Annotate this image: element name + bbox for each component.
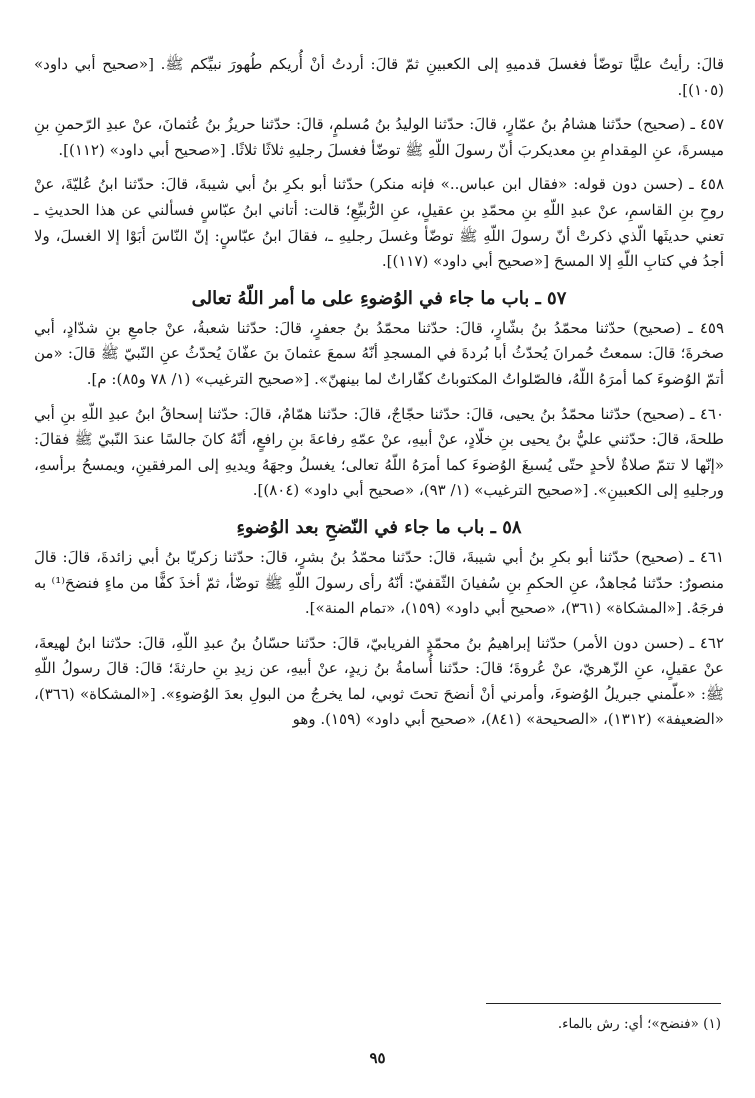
hadith-458: ٤٥٨ ـ (حسن دون قوله: «فقال ابن عباس..» فإنه منكر) حدّثنا أبو بكرِ بنُ أبي شيبةَ، قالَ: حدّثنا ابنُ عُليّةَ، عنْ روحِ بنِ القاسمِ، عنْ عبدِ اللّهِ بنِ محمّدِ بنِ عقيلٍ، عنِ الرُّبيِّعِ؛ قالت: أتاني ابنُ عبّاسٍ فسألني عن هذا الحديثِ ـ تعني حديثَها الّذي ذكرتْ أنّ رسولَ اللّهِ ﷺ توضّأ وغسلَ رجليهِ ـ، فقالَ ابنُ عبّاسٍ: إنّ النّاسَ أبَوْا إلا الغسلَ، ولا أجدُ في كتابِ اللّهِ إلا المسحَ [«صحيح أبي داود» (١١٧)]. bbox=[34, 175, 724, 271]
hadith-457: ٤٥٧ ـ (صحيح) حدّثنا هشامُ بنُ عمّارٍ، قالَ: حدّثنا الوليدُ بنُ مُسلمٍ، قالَ: حدّثنا حريزُ بنُ عُثمانَ، عنْ عبدِ الرّحمنِ بنِ ميسرةَ، عنِ المِقدامِ بنِ معديكربَ أنّ رسولَ اللّهِ ﷺ توضّأ فغسلَ رجليهِ ثلاثًا ثلاثًا. [«صحيح أبي داود» (١١٢)]. bbox=[34, 115, 724, 159]
hadith-460: ٤٦٠ ـ (صحيح) حدّثنا محمّدُ بنُ يحيى، قالَ: حدّثنا حجّاجٌ، قالَ: حدّثنا همّامٌ، قالَ: حدّثنا إسحاقُ ابنُ عبدِ اللّهِ بنِ أبي طلحةَ، قالَ: حدّثني عليُّ بنُ يحيى بنِ خلّادٍ، عنْ أبيهِ، عنْ عمّهِ رفاعةَ بنِ رافعٍ، أنّهُ كانَ جالسًا عندَ النّبيّ ﷺ فقالَ: «إنّها لا تتمّ صلاةٌ لأحدٍ حتّى يُسبغَ الوُضوءَ كما أمرَهُ اللّهُ تعالى؛ يغسلُ وجهَهُ ويديهِ إلى المرفقينِ، ويمسحُ برأسهِ، ورجليهِ إلى الكعبينِ». [«صحيح الترغيب» (١/ ٩٣)، «صحيح أبي داود» (٨٠٤)]. bbox=[34, 404, 724, 500]
chapter-heading-58: ٥٨ ـ باب ما جاء في النّضحِ بعد الوُضوءِ bbox=[236, 516, 522, 538]
hadith-461: ٤٦١ ـ (صحيح) حدّثنا أبو بكرِ بنُ أبي شيبةَ، قالَ: حدّثنا محمّدُ بنُ بشرٍ، قالَ: حدّثنا زكريّا بنُ أبي زائدةَ، قالَ: قالَ منصورٌ: حدّثنا مُجاهدٌ، عنِ الحكمِ بنِ سُفيانَ الثّقفيّ: أنّهُ رأى رسولَ اللّهِ ﷺ توضّأ، ثمّ أخذَ كفًّا من ماءٍ فنضحَ⁽¹⁾ به فرجَهُ. [«المشكاة» (٣٦١)، «صحيح أبي داود» (١٥٩)، «تمام المنة»]. bbox=[34, 547, 724, 618]
hadith-459: ٤٥٩ ـ (صحيح) حدّثنا محمّدُ بنُ بشّارٍ، قالَ: حدّثنا محمّدُ بنُ جعفرٍ، قالَ: حدّثنا شعبةُ، عنْ جامعِ بنِ شدّادٍ، أبي صخرةَ؛ قالَ: سمعتُ حُمرانَ يُحدّثُ أبا بُردةَ في المسجدِ أنّهُ سمعَ عثمانَ بنَ عفّانَ يُحدّثُ عنِ النّبيّ ﷺ قالَ: «من أتمّ الوُضوءَ كما أمرَهُ اللّهُ، فالصّلواتُ المكتوباتُ كفّاراتٌ لما بينهنّ». [«صحيح الترغيب» (١/ ٧٨ و٨٥): م]. bbox=[34, 318, 724, 388]
page-body bbox=[34, 52, 724, 742]
footnote: (١) «فنضح»؛ أي: رش بالماء. bbox=[557, 1016, 721, 1032]
hadith-462: ٤٦٢ ـ (حسن دون الأمر) حدّثنا إبراهيمُ بنُ محمّدٍ الفريابيّ، قالَ: حدّثنا حسّانُ بنُ عبدِ اللّهِ، قالَ: حدّثنا ابنُ لهيعةَ، عنْ عقيلٍ، عنِ الزّهريّ، عنْ عُروةَ؛ قالَ: حدّثنا أُسامةُ بنُ زيدٍ، عنْ أبيهِ، عن زيدِ بنِ حارثةَ؛ قالَ: قالَ رسولُ اللّهِ ﷺ: «علّمني جبريلُ الوُضوءَ، وأمرني أنْ أنضحَ تحتَ ثوبي، لما يخرجُ من البولِ بعدَ الوُضوءِ». [«المشكاة» (٣٦٦)، «الضعيفة» (١٣١٢)، «الصحيحة» (٨٤١)، «صحيح أبي داود» (١٥٩). وهو bbox=[34, 633, 724, 729]
page-number: ٩٥ bbox=[369, 1049, 386, 1067]
paragraph-continuation: قالَ: رأيتُ عليًّا توضّأ فغسلَ قدميهِ إلى الكعبينِ ثمّ قالَ: أردتُ أنْ أُريكم طُهورَ نبيِّكم ﷺ. [«صحيح أبي داود» (١٠٥)]. bbox=[34, 55, 724, 99]
chapter-heading-57: ٥٧ ـ باب ما جاء في الوُضوءِ على ما أمر اللّهُ تعالى bbox=[191, 287, 567, 309]
footnote-divider bbox=[486, 1003, 721, 1004]
